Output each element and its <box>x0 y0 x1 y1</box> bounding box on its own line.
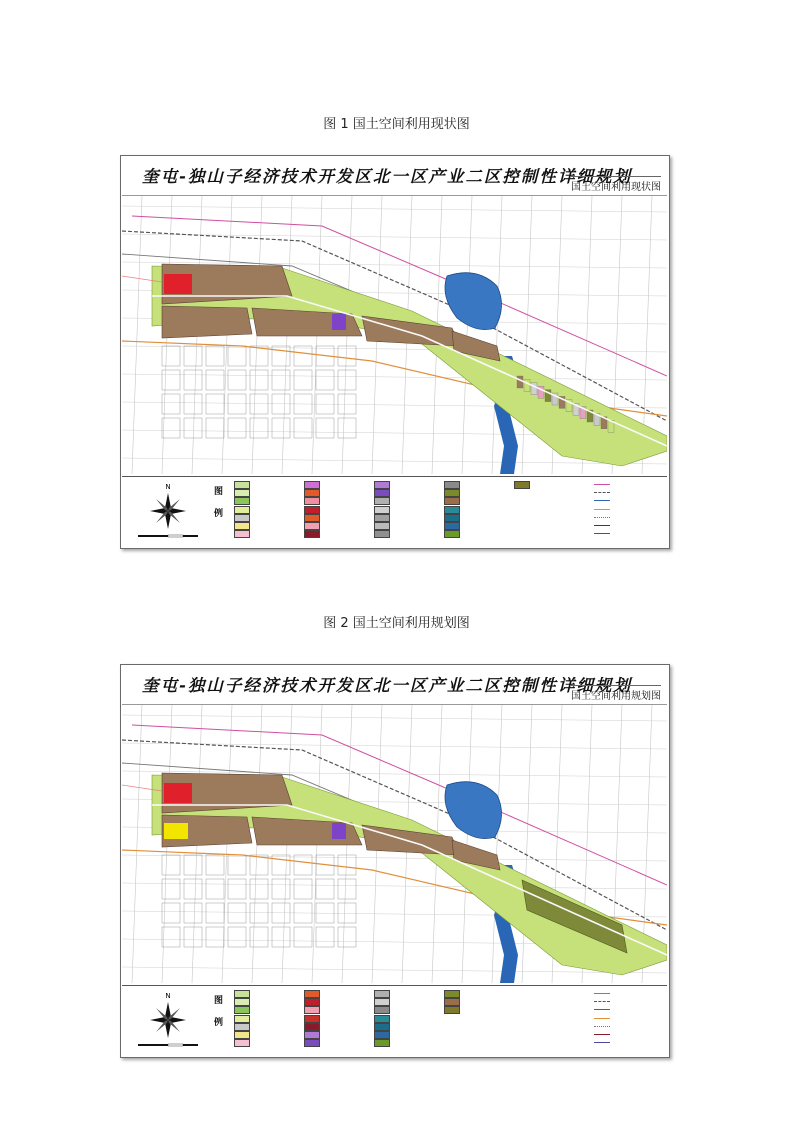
legend-item <box>234 529 300 537</box>
legend-item <box>374 1038 440 1046</box>
legend-line-item <box>594 480 654 488</box>
purple-parcel <box>332 823 346 839</box>
legend-item <box>444 989 510 997</box>
legend-line-item <box>594 1014 654 1022</box>
figure2-caption: 图 2 国土空间利用规划图 <box>323 616 470 631</box>
existing-parcel <box>524 379 530 391</box>
legend-line-symbol <box>594 484 610 485</box>
legend-item <box>374 1005 440 1013</box>
figure2-map-subtitle: 国土空间利用规划图 <box>571 685 661 702</box>
legend-item <box>444 1005 510 1013</box>
legend-line-item <box>594 505 654 513</box>
legend-item <box>444 997 510 1005</box>
legend-item <box>304 513 370 521</box>
legend-item <box>374 1014 440 1022</box>
legend-item <box>374 989 440 997</box>
legend-item <box>514 480 580 488</box>
legend-line-symbol <box>594 517 610 518</box>
figure1-map-title: 奎屯-独山子经济技术开发区北一区产业二区控制性详细规划 <box>142 167 632 186</box>
legend-item <box>444 521 510 529</box>
north-arrow-icon <box>130 990 206 1050</box>
legend-line-item <box>594 997 654 1005</box>
legend-line-item <box>594 488 654 496</box>
legend-line-item <box>594 989 654 997</box>
legend-swatch <box>444 530 460 538</box>
legend-item <box>304 1005 370 1013</box>
legend-item <box>234 1030 300 1038</box>
legend-item <box>444 529 510 537</box>
legend-swatch <box>234 1039 250 1047</box>
legend-item <box>304 1038 370 1046</box>
legend-line-symbol <box>594 1018 610 1019</box>
figure1-legend-heading: 图例 <box>214 487 224 519</box>
legend-item <box>234 496 300 504</box>
figure2-title-bar <box>122 666 667 705</box>
legend-item <box>234 1022 300 1030</box>
legend-item <box>304 496 370 504</box>
legend-item <box>374 513 440 521</box>
legend-swatch <box>374 1039 390 1047</box>
legend-item <box>444 480 510 488</box>
legend-item <box>374 480 440 488</box>
legend-line-item <box>594 521 654 529</box>
legend-line-symbol <box>594 1001 610 1002</box>
legend-item <box>374 521 440 529</box>
legend-item <box>444 496 510 504</box>
svg-text:N: N <box>165 483 171 491</box>
legend-item <box>304 997 370 1005</box>
figure1-title-bar <box>122 157 667 196</box>
legend-line-item <box>594 1022 654 1030</box>
legend-line-symbol <box>594 509 610 510</box>
legend-item <box>304 505 370 513</box>
legend-line-symbol <box>594 1009 610 1010</box>
legend-item <box>444 513 510 521</box>
legend-item <box>374 1022 440 1030</box>
figure1-map-frame <box>120 155 670 549</box>
legend-item <box>374 488 440 496</box>
north-arrow-icon <box>130 481 206 541</box>
legend-item <box>234 521 300 529</box>
yellow-parcel <box>164 823 188 839</box>
legend-item <box>374 529 440 537</box>
legend-item <box>374 1030 440 1038</box>
red-parcel <box>164 783 192 803</box>
figure2-map-title: 奎屯-独山子经济技术开发区北一区产业二区控制性详细规划 <box>142 676 632 695</box>
legend-swatch <box>304 1039 320 1047</box>
figure1-caption: 图 1 国土空间利用现状图 <box>323 117 470 132</box>
legend-line-item <box>594 496 654 504</box>
legend-item <box>304 1022 370 1030</box>
legend-item <box>444 488 510 496</box>
legend-item <box>234 480 300 488</box>
legend-line-symbol <box>594 525 610 526</box>
legend-item <box>234 513 300 521</box>
legend-swatch <box>374 530 390 538</box>
legend-item <box>234 1038 300 1046</box>
svg-text:N: N <box>165 992 171 1000</box>
figure2-legend <box>122 985 667 1054</box>
legend-item <box>304 1030 370 1038</box>
legend-line-symbol <box>594 533 610 534</box>
figure1-land-use-map <box>122 196 667 474</box>
red-parcel <box>164 274 192 294</box>
legend-item <box>444 505 510 513</box>
figure2-legend-heading: 图例 <box>214 996 224 1028</box>
figure2-map-frame <box>120 664 670 1058</box>
legend-swatch <box>444 1006 460 1014</box>
legend-item <box>374 505 440 513</box>
legend-item <box>304 480 370 488</box>
figure2-land-use-map <box>122 705 667 983</box>
industrial-block-w <box>162 306 252 338</box>
legend-line-item <box>594 1038 654 1046</box>
legend-line-symbol <box>594 1026 610 1027</box>
legend-swatch <box>304 530 320 538</box>
legend-item <box>304 529 370 537</box>
figure1-legend <box>122 476 667 545</box>
legend-line-symbol <box>594 993 610 994</box>
legend-item <box>304 1014 370 1022</box>
legend-item <box>374 496 440 504</box>
legend-item <box>234 488 300 496</box>
legend-line-symbol <box>594 500 610 501</box>
legend-item <box>304 488 370 496</box>
existing-parcel <box>517 376 523 388</box>
legend-line-item <box>594 1030 654 1038</box>
legend-item <box>234 1014 300 1022</box>
legend-line-item <box>594 529 654 537</box>
figure1-map-subtitle: 国土空间利用现状图 <box>571 176 661 193</box>
legend-item <box>234 505 300 513</box>
legend-line-item <box>594 1005 654 1013</box>
legend-swatch <box>234 530 250 538</box>
legend-line-item <box>594 513 654 521</box>
legend-line-symbol <box>594 1034 610 1035</box>
legend-line-symbol <box>594 492 610 493</box>
legend-item <box>234 997 300 1005</box>
purple-parcel <box>332 314 346 330</box>
legend-item <box>234 1005 300 1013</box>
legend-swatch <box>514 481 530 489</box>
legend-item <box>374 997 440 1005</box>
legend-line-symbol <box>594 1042 610 1043</box>
legend-item <box>304 521 370 529</box>
legend-item <box>234 989 300 997</box>
legend-item <box>304 989 370 997</box>
